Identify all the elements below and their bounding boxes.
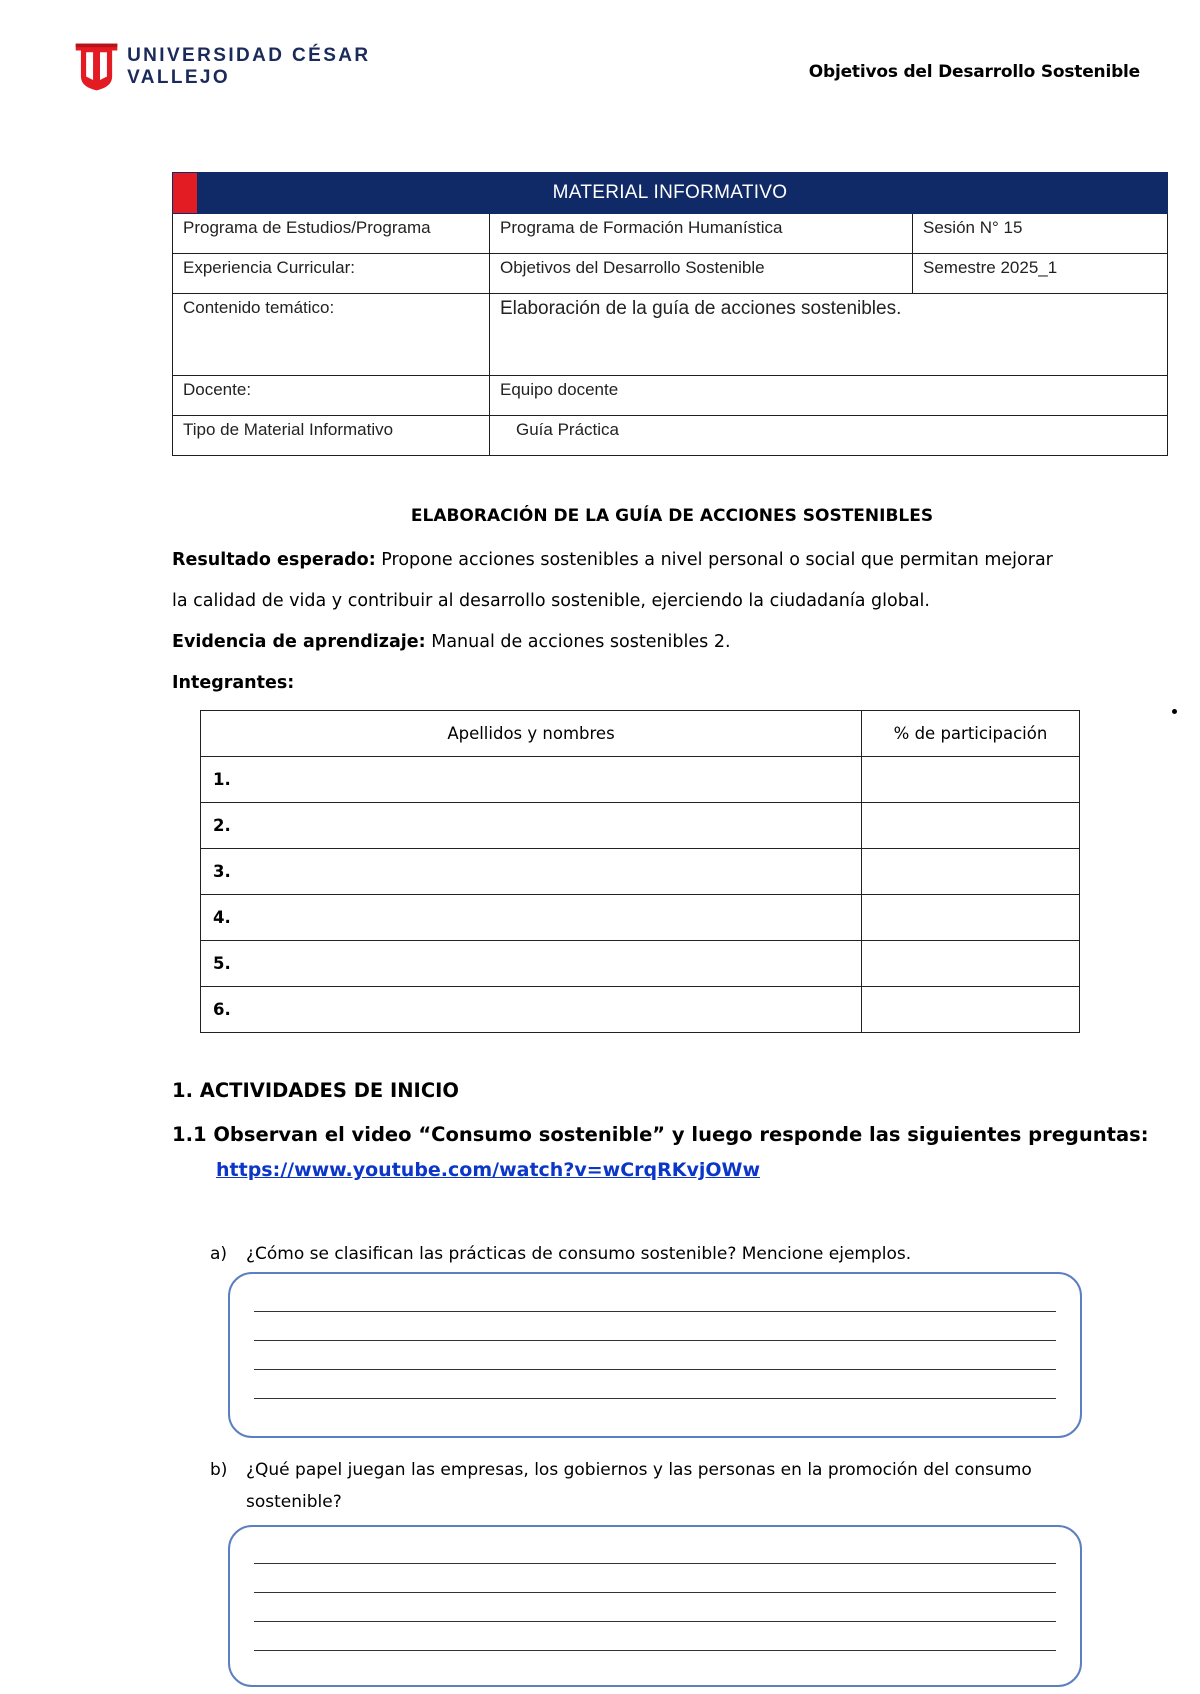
member-name-cell[interactable]: 5.: [201, 941, 862, 987]
question-text: ¿Qué papel juegan las empresas, los gobiernos y las personas en la promoción del consumo sostenible?: [246, 1460, 1032, 1512]
course-value: Objetivos del Desarrollo Sostenible: [490, 254, 913, 294]
expected-result: [172, 540, 1172, 622]
members-header-participation: % de participación: [862, 711, 1080, 757]
answer-line: [254, 1311, 1056, 1312]
answer-line: [254, 1340, 1056, 1341]
expected-result-label: Resultado esperado:: [172, 550, 376, 570]
section-subtitle: 1.1 Observan el video “Consumo sostenible” y luego responde las siguientes preguntas:: [172, 1123, 1149, 1146]
expected-result-text-2: la calidad de vida y contribuir al desarrollo sostenible, ejerciendo la ciudadanía global.: [172, 591, 930, 611]
university-name: UNIVERSIDAD CÉSAR VALLEJO: [127, 45, 371, 88]
table-row: [201, 987, 1080, 1033]
member-name-cell[interactable]: 6.: [201, 987, 862, 1033]
material-type-value: Guía Práctica: [490, 416, 1168, 456]
table-row: [201, 849, 1080, 895]
members-label: Integrantes:: [172, 673, 295, 693]
document-title: ELABORACIÓN DE LA GUÍA DE ACCIONES SOSTENIBLES: [410, 506, 934, 526]
table-row: [201, 757, 1080, 803]
stray-dot: [1172, 709, 1177, 714]
answer-line: [254, 1650, 1056, 1651]
learning-evidence-label: Evidencia de aprendizaje:: [172, 632, 426, 652]
answer-box-a[interactable]: [228, 1272, 1082, 1438]
teacher-value: Equipo docente: [490, 376, 1168, 416]
participation-cell[interactable]: [862, 757, 1080, 803]
question-a: [210, 1238, 1090, 1270]
member-name-cell[interactable]: 1.: [201, 757, 862, 803]
university-logo: [74, 38, 434, 96]
question-letter: a): [210, 1244, 228, 1264]
member-name-cell[interactable]: 2.: [201, 803, 862, 849]
answer-line: [254, 1563, 1056, 1564]
table-row: [201, 941, 1080, 987]
teacher-label: Docente:: [173, 376, 490, 416]
table-row: [201, 803, 1080, 849]
semester-value: Semestre 2025_1: [913, 254, 1168, 294]
content-value: Elaboración de la guía de acciones sostenibles.: [490, 294, 1168, 376]
answer-line: [254, 1621, 1056, 1622]
table-row: [201, 895, 1080, 941]
video-link[interactable]: https://www.youtube.com/watch?v=wCrqRKvjOWw: [216, 1159, 761, 1181]
answer-line: [254, 1592, 1056, 1593]
answer-line: [254, 1398, 1056, 1399]
material-banner: MATERIAL INFORMATIVO: [173, 173, 1168, 214]
participation-cell[interactable]: [862, 849, 1080, 895]
member-name-cell[interactable]: 4.: [201, 895, 862, 941]
material-info-table: [172, 172, 1168, 456]
answer-line: [254, 1369, 1056, 1370]
course-label: Experiencia Curricular:: [173, 254, 490, 294]
course-header: Objetivos del Desarrollo Sostenible: [808, 62, 1140, 82]
answer-box-b[interactable]: [228, 1525, 1082, 1687]
content-label: Contenido temático:: [173, 294, 490, 376]
program-label: Programa de Estudios/Programa: [173, 214, 490, 254]
learning-evidence-text: Manual de acciones sostenibles 2.: [425, 632, 731, 652]
participation-cell[interactable]: [862, 941, 1080, 987]
question-letter: b): [210, 1460, 228, 1480]
participation-cell[interactable]: [862, 895, 1080, 941]
participation-cell[interactable]: [862, 987, 1080, 1033]
program-value: Programa de Formación Humanística: [490, 214, 913, 254]
material-type-label: Tipo de Material Informativo: [173, 416, 490, 456]
question-text: ¿Cómo se clasifican las prácticas de consumo sostenible? Mencione ejemplos.: [246, 1244, 912, 1264]
member-name-cell[interactable]: 3.: [201, 849, 862, 895]
red-accent-bar: [173, 173, 197, 213]
learning-evidence: [172, 622, 1172, 663]
members-table: [200, 710, 1080, 1033]
members-header-name: Apellidos y nombres: [201, 711, 862, 757]
section-title: 1. ACTIVIDADES DE INICIO: [172, 1079, 459, 1102]
expected-result-text-1: Propone acciones sostenibles a nivel personal o social que permitan mejorar: [375, 550, 1053, 570]
session-value: Sesión N° 15: [913, 214, 1168, 254]
participation-cell[interactable]: [862, 803, 1080, 849]
question-b: [210, 1454, 1090, 1518]
ucv-shield-icon: [74, 38, 119, 96]
